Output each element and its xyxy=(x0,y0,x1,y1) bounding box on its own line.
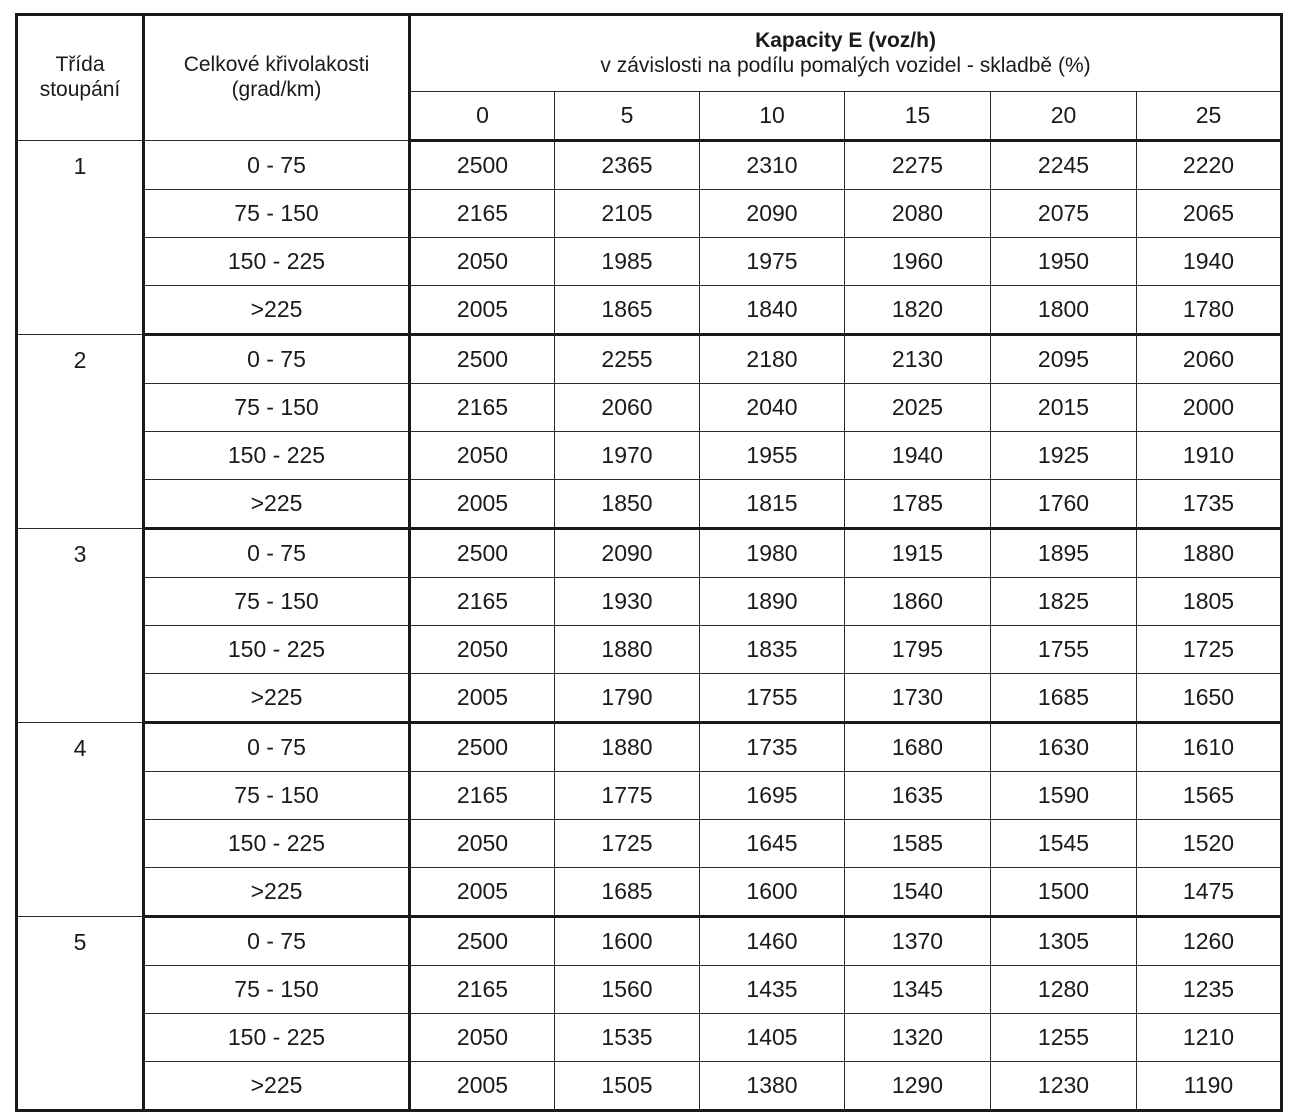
capacity-group-header xyxy=(410,15,1282,92)
capacity-value-cell: 2220 xyxy=(1137,141,1282,190)
capacity-value-cell: 1805 xyxy=(1137,578,1282,626)
curvature-cell: 0 - 75 xyxy=(144,723,410,772)
capacity-value-cell: 1735 xyxy=(700,723,845,772)
capacity-value-cell: 2050 xyxy=(410,1014,555,1062)
curvature-cell: 150 - 225 xyxy=(144,432,410,480)
capacity-value-cell: 1190 xyxy=(1137,1062,1282,1111)
capacity-value-cell: 2310 xyxy=(700,141,845,190)
capacity-value-cell: 1345 xyxy=(845,966,991,1014)
curvature-cell: >225 xyxy=(144,286,410,335)
table-row xyxy=(17,238,1282,286)
capacity-value-cell: 2165 xyxy=(410,190,555,238)
capacity-value-cell: 1535 xyxy=(555,1014,700,1062)
capacity-value-cell: 2500 xyxy=(410,335,555,384)
capacity-value-cell: 1970 xyxy=(555,432,700,480)
capacity-value-cell: 2500 xyxy=(410,917,555,966)
capacity-value-cell: 1890 xyxy=(700,578,845,626)
capacity-value-cell: 2015 xyxy=(991,384,1137,432)
capacity-value-cell: 1755 xyxy=(700,674,845,723)
capacity-value-cell: 1880 xyxy=(555,626,700,674)
capacity-value-cell: 1500 xyxy=(991,868,1137,917)
capacity-value-cell: 2005 xyxy=(410,868,555,917)
capacity-value-cell: 1825 xyxy=(991,578,1137,626)
capacity-value-cell: 1645 xyxy=(700,820,845,868)
table-row xyxy=(17,1062,1282,1111)
capacity-value-cell: 1650 xyxy=(1137,674,1282,723)
capacity-value-cell: 2180 xyxy=(700,335,845,384)
capacity-value-cell: 1685 xyxy=(991,674,1137,723)
capacity-value-cell: 1540 xyxy=(845,868,991,917)
curvature-cell: >225 xyxy=(144,480,410,529)
capacity-value-cell: 1290 xyxy=(845,1062,991,1111)
capacity-value-cell: 1730 xyxy=(845,674,991,723)
capacity-value-cell: 2005 xyxy=(410,286,555,335)
curvature-cell: >225 xyxy=(144,1062,410,1111)
capacity-value-cell: 2255 xyxy=(555,335,700,384)
capacity-value-cell: 2245 xyxy=(991,141,1137,190)
percent-column-header: 5 xyxy=(555,92,700,141)
capacity-value-cell: 1630 xyxy=(991,723,1137,772)
capacity-value-cell: 2005 xyxy=(410,480,555,529)
capacity-value-cell: 1985 xyxy=(555,238,700,286)
capacity-value-cell: 1370 xyxy=(845,917,991,966)
capacity-value-cell: 1565 xyxy=(1137,772,1282,820)
capacity-value-cell: 2025 xyxy=(845,384,991,432)
table-row xyxy=(17,723,1282,772)
capacity-value-cell: 2050 xyxy=(410,432,555,480)
table-row xyxy=(17,578,1282,626)
table-row xyxy=(17,820,1282,868)
capacity-value-cell: 1505 xyxy=(555,1062,700,1111)
capacity-value-cell: 1475 xyxy=(1137,868,1282,917)
capacity-group-subtitle: v závislosti na podílu pomalých vozidel - skladbě (%) xyxy=(600,53,1091,77)
capacity-value-cell: 2165 xyxy=(410,772,555,820)
capacity-value-cell: 2500 xyxy=(410,723,555,772)
table-row xyxy=(17,966,1282,1014)
table-row xyxy=(17,868,1282,917)
capacity-value-cell: 1915 xyxy=(845,529,991,578)
curvature-cell: 0 - 75 xyxy=(144,917,410,966)
capacity-value-cell: 2500 xyxy=(410,141,555,190)
percent-column-header: 10 xyxy=(700,92,845,141)
table-row xyxy=(17,529,1282,578)
curvature-column-header: Celkové křivolakosti (grad/km) xyxy=(144,15,410,141)
class-cell: 3 xyxy=(17,529,144,723)
capacity-value-cell: 1600 xyxy=(555,917,700,966)
curvature-cell: 0 - 75 xyxy=(144,529,410,578)
curvature-cell: 150 - 225 xyxy=(144,1014,410,1062)
capacity-value-cell: 1230 xyxy=(991,1062,1137,1111)
capacity-value-cell: 1545 xyxy=(991,820,1137,868)
capacity-value-cell: 1280 xyxy=(991,966,1137,1014)
capacity-value-cell: 2130 xyxy=(845,335,991,384)
curvature-cell: 0 - 75 xyxy=(144,335,410,384)
class-column-header: Třída stoupání xyxy=(17,15,144,141)
capacity-value-cell: 1610 xyxy=(1137,723,1282,772)
capacity-value-cell: 1950 xyxy=(991,238,1137,286)
table-row xyxy=(17,286,1282,335)
capacity-value-cell: 1880 xyxy=(1137,529,1282,578)
capacity-value-cell: 1460 xyxy=(700,917,845,966)
capacity-value-cell: 2050 xyxy=(410,626,555,674)
capacity-value-cell: 1865 xyxy=(555,286,700,335)
capacity-value-cell: 2500 xyxy=(410,529,555,578)
table-row xyxy=(17,1014,1282,1062)
capacity-value-cell: 2165 xyxy=(410,578,555,626)
capacity-value-cell: 1210 xyxy=(1137,1014,1282,1062)
capacity-value-cell: 1840 xyxy=(700,286,845,335)
capacity-value-cell: 1760 xyxy=(991,480,1137,529)
capacity-value-cell: 2090 xyxy=(700,190,845,238)
capacity-value-cell: 2060 xyxy=(1137,335,1282,384)
capacity-value-cell: 1235 xyxy=(1137,966,1282,1014)
capacity-table xyxy=(15,13,1283,1112)
capacity-value-cell: 1925 xyxy=(991,432,1137,480)
capacity-value-cell: 1775 xyxy=(555,772,700,820)
capacity-value-cell: 1980 xyxy=(700,529,845,578)
table-row xyxy=(17,480,1282,529)
curvature-cell: 150 - 225 xyxy=(144,820,410,868)
capacity-value-cell: 1320 xyxy=(845,1014,991,1062)
capacity-value-cell: 1635 xyxy=(845,772,991,820)
curvature-cell: 75 - 150 xyxy=(144,384,410,432)
capacity-value-cell: 2050 xyxy=(410,238,555,286)
capacity-value-cell: 2050 xyxy=(410,820,555,868)
capacity-value-cell: 1940 xyxy=(845,432,991,480)
capacity-value-cell: 1695 xyxy=(700,772,845,820)
capacity-value-cell: 2275 xyxy=(845,141,991,190)
capacity-value-cell: 1780 xyxy=(1137,286,1282,335)
capacity-value-cell: 1560 xyxy=(555,966,700,1014)
capacity-value-cell: 1790 xyxy=(555,674,700,723)
capacity-value-cell: 1880 xyxy=(555,723,700,772)
percent-column-header: 25 xyxy=(1137,92,1282,141)
class-cell: 4 xyxy=(17,723,144,917)
capacity-value-cell: 2080 xyxy=(845,190,991,238)
capacity-value-cell: 2075 xyxy=(991,190,1137,238)
capacity-value-cell: 2105 xyxy=(555,190,700,238)
table-row xyxy=(17,335,1282,384)
class-cell: 1 xyxy=(17,141,144,335)
curvature-cell: 0 - 75 xyxy=(144,141,410,190)
capacity-value-cell: 2165 xyxy=(410,966,555,1014)
capacity-value-cell: 2005 xyxy=(410,1062,555,1111)
capacity-value-cell: 1960 xyxy=(845,238,991,286)
curvature-cell: 150 - 225 xyxy=(144,238,410,286)
capacity-group-title: Kapacity E (voz/h) xyxy=(755,28,936,52)
capacity-value-cell: 1590 xyxy=(991,772,1137,820)
capacity-value-cell: 2040 xyxy=(700,384,845,432)
curvature-cell: 150 - 225 xyxy=(144,626,410,674)
table-row xyxy=(17,432,1282,480)
table-row xyxy=(17,626,1282,674)
capacity-value-cell: 1405 xyxy=(700,1014,845,1062)
curvature-cell: 75 - 150 xyxy=(144,190,410,238)
percent-column-header: 0 xyxy=(410,92,555,141)
capacity-value-cell: 1305 xyxy=(991,917,1137,966)
curvature-cell: 75 - 150 xyxy=(144,772,410,820)
capacity-value-cell: 1910 xyxy=(1137,432,1282,480)
capacity-value-cell: 2165 xyxy=(410,384,555,432)
capacity-value-cell: 1435 xyxy=(700,966,845,1014)
capacity-value-cell: 2060 xyxy=(555,384,700,432)
percent-column-header: 15 xyxy=(845,92,991,141)
capacity-value-cell: 1955 xyxy=(700,432,845,480)
table-row xyxy=(17,190,1282,238)
capacity-value-cell: 1725 xyxy=(1137,626,1282,674)
curvature-cell: >225 xyxy=(144,674,410,723)
capacity-value-cell: 2005 xyxy=(410,674,555,723)
table-row xyxy=(17,674,1282,723)
capacity-value-cell: 1835 xyxy=(700,626,845,674)
capacity-value-cell: 1600 xyxy=(700,868,845,917)
capacity-value-cell: 1255 xyxy=(991,1014,1137,1062)
capacity-value-cell: 1815 xyxy=(700,480,845,529)
class-cell: 5 xyxy=(17,917,144,1111)
capacity-value-cell: 2065 xyxy=(1137,190,1282,238)
capacity-value-cell: 1380 xyxy=(700,1062,845,1111)
capacity-value-cell: 1680 xyxy=(845,723,991,772)
capacity-value-cell: 2095 xyxy=(991,335,1137,384)
capacity-value-cell: 2090 xyxy=(555,529,700,578)
table-row xyxy=(17,141,1282,190)
capacity-value-cell: 1930 xyxy=(555,578,700,626)
table-row xyxy=(17,384,1282,432)
capacity-value-cell: 1735 xyxy=(1137,480,1282,529)
capacity-value-cell: 1820 xyxy=(845,286,991,335)
capacity-value-cell: 1895 xyxy=(991,529,1137,578)
capacity-value-cell: 1755 xyxy=(991,626,1137,674)
capacity-value-cell: 1585 xyxy=(845,820,991,868)
curvature-cell: 75 - 150 xyxy=(144,578,410,626)
capacity-value-cell: 1520 xyxy=(1137,820,1282,868)
capacity-value-cell: 1785 xyxy=(845,480,991,529)
curvature-cell: 75 - 150 xyxy=(144,966,410,1014)
capacity-value-cell: 1795 xyxy=(845,626,991,674)
header-row-top xyxy=(17,15,1282,92)
table-body xyxy=(17,141,1282,1111)
table-header xyxy=(17,15,1282,141)
curvature-cell: >225 xyxy=(144,868,410,917)
capacity-value-cell: 1260 xyxy=(1137,917,1282,966)
capacity-value-cell: 2000 xyxy=(1137,384,1282,432)
capacity-value-cell: 1685 xyxy=(555,868,700,917)
percent-column-header: 20 xyxy=(991,92,1137,141)
table-row xyxy=(17,772,1282,820)
capacity-value-cell: 1860 xyxy=(845,578,991,626)
capacity-value-cell: 1940 xyxy=(1137,238,1282,286)
capacity-value-cell: 1725 xyxy=(555,820,700,868)
class-cell: 2 xyxy=(17,335,144,529)
capacity-value-cell: 1850 xyxy=(555,480,700,529)
capacity-value-cell: 1800 xyxy=(991,286,1137,335)
capacity-value-cell: 2365 xyxy=(555,141,700,190)
table-row xyxy=(17,917,1282,966)
capacity-value-cell: 1975 xyxy=(700,238,845,286)
